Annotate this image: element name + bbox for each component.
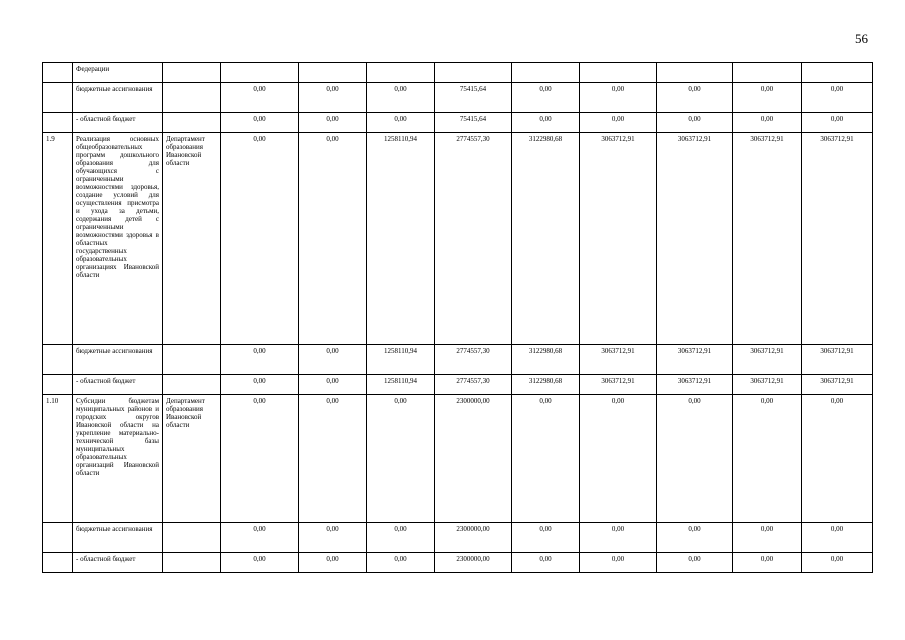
executor-cell (163, 345, 221, 375)
executor-cell: Департамент образования Ивановской области (163, 395, 221, 523)
budget-table (42, 62, 873, 573)
value-cell (802, 63, 873, 83)
value-cell: 0,00 (580, 395, 657, 523)
value-cell: 0,00 (299, 113, 367, 133)
executor-cell: Департамент образования Ивановской области (163, 133, 221, 345)
value-cell (733, 63, 802, 83)
page-number: 56 (855, 31, 868, 46)
item-name-cell: - областной бюджет (73, 113, 163, 133)
value-cell: 0,00 (733, 523, 802, 553)
value-cell: 0,00 (512, 395, 580, 523)
value-cell: 3063712,91 (733, 133, 802, 345)
value-cell: 3063712,91 (733, 375, 802, 395)
value-cell: 3063712,91 (657, 375, 733, 395)
value-cell: 3063712,91 (657, 133, 733, 345)
row-number-cell (43, 63, 73, 83)
value-cell: 1258110,94 (367, 375, 435, 395)
value-cell: 0,00 (221, 83, 299, 113)
value-cell: 0,00 (221, 113, 299, 133)
table-row (43, 113, 873, 133)
value-cell: 0,00 (580, 553, 657, 573)
value-cell: 3063712,91 (657, 345, 733, 375)
value-cell (580, 63, 657, 83)
value-cell: 3063712,91 (580, 345, 657, 375)
value-cell: 75415,64 (435, 83, 512, 113)
value-cell: 3063712,91 (802, 345, 873, 375)
value-cell: 0,00 (367, 553, 435, 573)
value-cell: 3063712,91 (802, 375, 873, 395)
table-row (43, 395, 873, 523)
item-name-cell: Реализация основных общеобразовательных программ дошкольного образования для обучающихся с ограниченными возможностями здоровья, создание условий для осуществления присмотра и ухода за детьми, содержания детей с ограниченными возможностями здоровья в областных государственных образовательных организациях Ивановской области (73, 133, 163, 345)
value-cell (512, 63, 580, 83)
row-number-cell (43, 523, 73, 553)
value-cell: 75415,64 (435, 113, 512, 133)
table-row (43, 375, 873, 395)
value-cell: 0,00 (580, 83, 657, 113)
value-cell: 0,00 (657, 395, 733, 523)
executor-cell (163, 83, 221, 113)
value-cell: 0,00 (733, 553, 802, 573)
value-cell: 0,00 (299, 133, 367, 345)
value-cell: 0,00 (221, 375, 299, 395)
table-row (43, 133, 873, 345)
value-cell: 2774557,30 (435, 345, 512, 375)
value-cell (221, 63, 299, 83)
item-name-cell: бюджетные ассигнования (73, 523, 163, 553)
value-cell: 0,00 (580, 523, 657, 553)
item-name-cell: бюджетные ассигнования (73, 345, 163, 375)
value-cell: 0,00 (367, 113, 435, 133)
value-cell: 2300000,00 (435, 395, 512, 523)
row-number-cell (43, 83, 73, 113)
executor-cell (163, 63, 221, 83)
executor-cell (163, 523, 221, 553)
value-cell: 1258110,94 (367, 133, 435, 345)
value-cell: 2300000,00 (435, 523, 512, 553)
item-name-cell: Федерации (73, 63, 163, 83)
value-cell: 0,00 (299, 345, 367, 375)
value-cell: 0,00 (221, 395, 299, 523)
value-cell (367, 63, 435, 83)
value-cell: 3063712,91 (802, 133, 873, 345)
item-name-cell: - областной бюджет (73, 375, 163, 395)
table-row (43, 345, 873, 375)
value-cell: 0,00 (580, 113, 657, 133)
value-cell: 3063712,91 (580, 133, 657, 345)
table-row (43, 553, 873, 573)
value-cell: 0,00 (657, 523, 733, 553)
value-cell: 0,00 (221, 523, 299, 553)
value-cell: 0,00 (299, 395, 367, 523)
row-number-cell (43, 113, 73, 133)
value-cell: 0,00 (299, 83, 367, 113)
value-cell: 0,00 (802, 83, 873, 113)
value-cell: 0,00 (733, 113, 802, 133)
value-cell: 0,00 (802, 395, 873, 523)
value-cell: 0,00 (367, 523, 435, 553)
value-cell: 0,00 (733, 83, 802, 113)
value-cell: 0,00 (802, 553, 873, 573)
row-number-cell (43, 553, 73, 573)
executor-cell (163, 553, 221, 573)
value-cell: 2300000,00 (435, 553, 512, 573)
table-row (43, 523, 873, 553)
value-cell: 3063712,91 (580, 375, 657, 395)
value-cell: 0,00 (512, 523, 580, 553)
row-number-cell: 1.10 (43, 395, 73, 523)
item-name-cell: бюджетные ассигнования (73, 83, 163, 113)
value-cell: 0,00 (657, 553, 733, 573)
value-cell: 0,00 (512, 83, 580, 113)
item-name-cell: Субсидии бюджетам муниципальных районов и городских округов Ивановской области на укрепление материально-технической базы муниципальных образовательных организаций Ивановской области (73, 395, 163, 523)
value-cell: 2774557,30 (435, 133, 512, 345)
item-name-cell: - областной бюджет (73, 553, 163, 573)
value-cell: 0,00 (221, 133, 299, 345)
value-cell (299, 63, 367, 83)
value-cell: 0,00 (367, 83, 435, 113)
table-row (43, 63, 873, 83)
value-cell (435, 63, 512, 83)
value-cell: 0,00 (299, 553, 367, 573)
value-cell: 0,00 (512, 553, 580, 573)
value-cell: 0,00 (299, 523, 367, 553)
value-cell: 1258110,94 (367, 345, 435, 375)
value-cell: 0,00 (512, 113, 580, 133)
value-cell: 0,00 (802, 113, 873, 133)
value-cell: 3122980,68 (512, 345, 580, 375)
value-cell: 0,00 (221, 345, 299, 375)
executor-cell (163, 375, 221, 395)
value-cell: 0,00 (221, 553, 299, 573)
value-cell: 3063712,91 (733, 345, 802, 375)
value-cell: 0,00 (657, 113, 733, 133)
row-number-cell (43, 345, 73, 375)
value-cell: 0,00 (733, 395, 802, 523)
row-number-cell: 1.9 (43, 133, 73, 345)
row-number-cell (43, 375, 73, 395)
table-row (43, 83, 873, 113)
value-cell: 0,00 (367, 395, 435, 523)
value-cell: 0,00 (299, 375, 367, 395)
value-cell: 0,00 (802, 523, 873, 553)
value-cell: 2774557,30 (435, 375, 512, 395)
executor-cell (163, 113, 221, 133)
value-cell: 3122980,68 (512, 133, 580, 345)
value-cell: 0,00 (657, 83, 733, 113)
value-cell (657, 63, 733, 83)
value-cell: 3122980,68 (512, 375, 580, 395)
